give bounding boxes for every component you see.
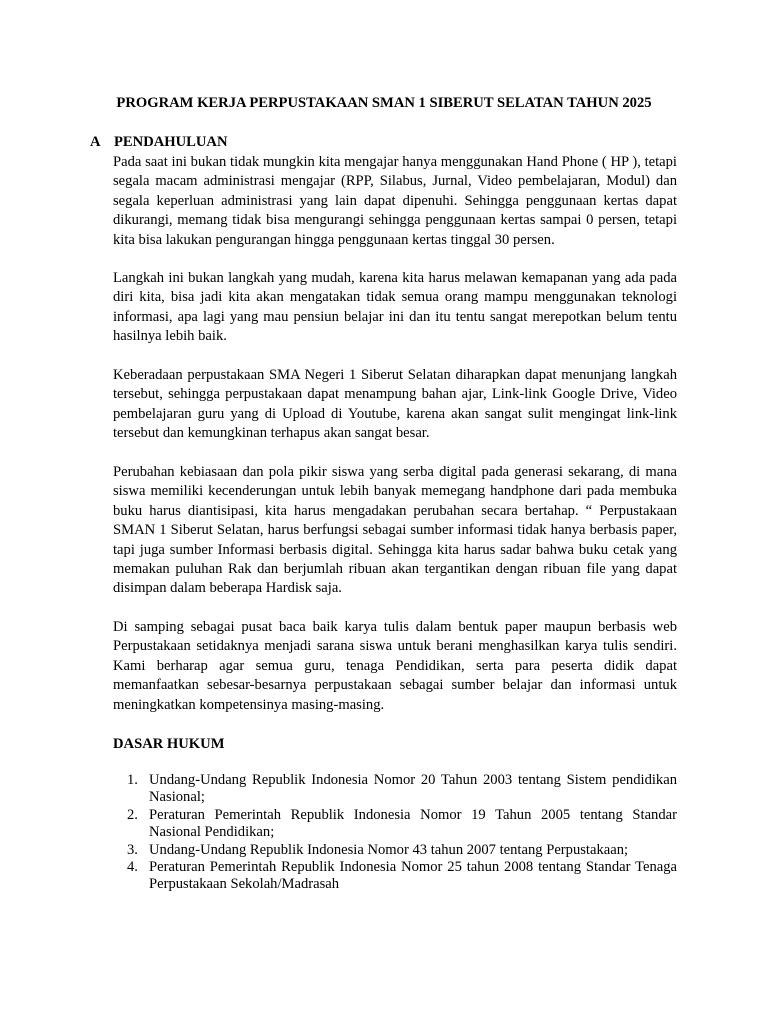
section-heading-text: PENDAHULUAN: [114, 134, 228, 150]
section-letter: A: [90, 134, 101, 150]
paragraph-5: Di samping sebagai pusat baca baik karya tulis dalam bentuk paper maupun berbasis web Perpustakaan setidaknya menjadi sarana siswa untuk berani menghasilkan karya tulis sendiri. Kami berharap agar semua guru, tenaga Pendidikan, serta para peserta didik dapat memanfaatkan sebesar-besarnya perpustakaan sebagai sumber belajar dan informasi untuk meningkatkan kompetensinya masing-masing.: [113, 619, 677, 713]
paragraph-4: Perubahan kebiasaan dan pola pikir siswa yang serba digital pada generasi sekarang, di mana siswa memiliki kecenderungan untuk lebih banyak memegang handphone dari pada membuka buku harus diantisipasi, kita harus mengadakan perubahan secara bertahap. “ Perpustakaan SMAN 1 Siberut Selatan, harus berfungsi sebagai sumber informasi tidak hanya berbasis paper, tapi juga sumber Informasi berbasis digital. Sehingga kita harus sadar bahwa buku cetak yang memakan puluhan Rak dan berjumlah ribuan akan tergantikan dengan ribuan file yang dapat disimpan dalam beberapa Hardisk saja.: [113, 464, 677, 597]
paragraph-1: Pada saat ini bukan tidak mungkin kita mengajar hanya menggunakan Hand Phone ( HP ), tetapi segala macam administrasi mengajar (RPP, Silabus, Jurnal, Video pembelajaran, Modul) dan segala keperluan administrasi yang lain dapat dipenuhi. Sehingga penggunaan kertas dapat dikurangi, memang tidak bisa mengurangi sehingga penggunaan kertas sampai 0 persen, tetapi kita bisa lakukan pengurangan hingga penggunaan kertas tinggal 30 persen.: [113, 154, 677, 248]
section-heading-dasar-hukum: DASAR HUKUM: [113, 736, 225, 752]
legal-basis-list: [113, 772, 677, 894]
section-heading-pendahuluan: [90, 133, 228, 152]
list-item-text: Peraturan Pemerintah Republik Indonesia Nomor 25 tahun 2008 tentang Standar Tenaga Perpustakaan Sekolah/Madrasah: [149, 859, 677, 893]
list-item-text: Undang-Undang Republik Indonesia Nomor 43 tahun 2007 tentang Perpustakaan;: [149, 841, 629, 858]
list-item-number: 2.: [127, 806, 138, 823]
paragraph-3: Keberadaan perpustakaan SMA Negeri 1 Siberut Selatan diharapkan dapat menunjang langkah tersebut, sehingga perpustakaan dapat menampung bahan ajar, Link-link Google Drive, Video pembelajaran guru yang di Upload di Youtube, karena akan sangat sulit mengingat link-link tersebut dan kemungkinan terhapus akan sangat besar.: [113, 367, 677, 442]
list-item-text: Peraturan Pemerintah Republik Indonesia Nomor 19 Tahun 2005 tentang Standar Nasional Pendidikan;: [149, 806, 677, 841]
paragraph-2: Langkah ini bukan langkah yang mudah, karena kita harus melawan kemapanan yang ada pada diri kita, bisa jadi kita akan mengatakan tidak semua orang mampu menggunakan teknologi informasi, apa lagi yang mau pensiun belajar ini dan itu tentu sangat merepotkan belum tentu hasilnya lebih baik.: [113, 270, 677, 345]
list-item-text: Undang-Undang Republik Indonesia Nomor 20 Tahun 2003 tentang Sistem pendidikan Nasional;: [149, 772, 677, 806]
list-item: [113, 772, 677, 807]
list-item: [113, 807, 677, 842]
list-item-number: 1.: [127, 772, 138, 788]
list-item: [113, 842, 677, 859]
list-item-number: 3.: [127, 841, 138, 858]
list-item-number: 4.: [127, 859, 138, 876]
list-item: [113, 859, 677, 894]
document-title: PROGRAM KERJA PERPUSTAKAAN SMAN 1 SIBERUT SELATAN TAHUN 2025: [116, 95, 652, 111]
